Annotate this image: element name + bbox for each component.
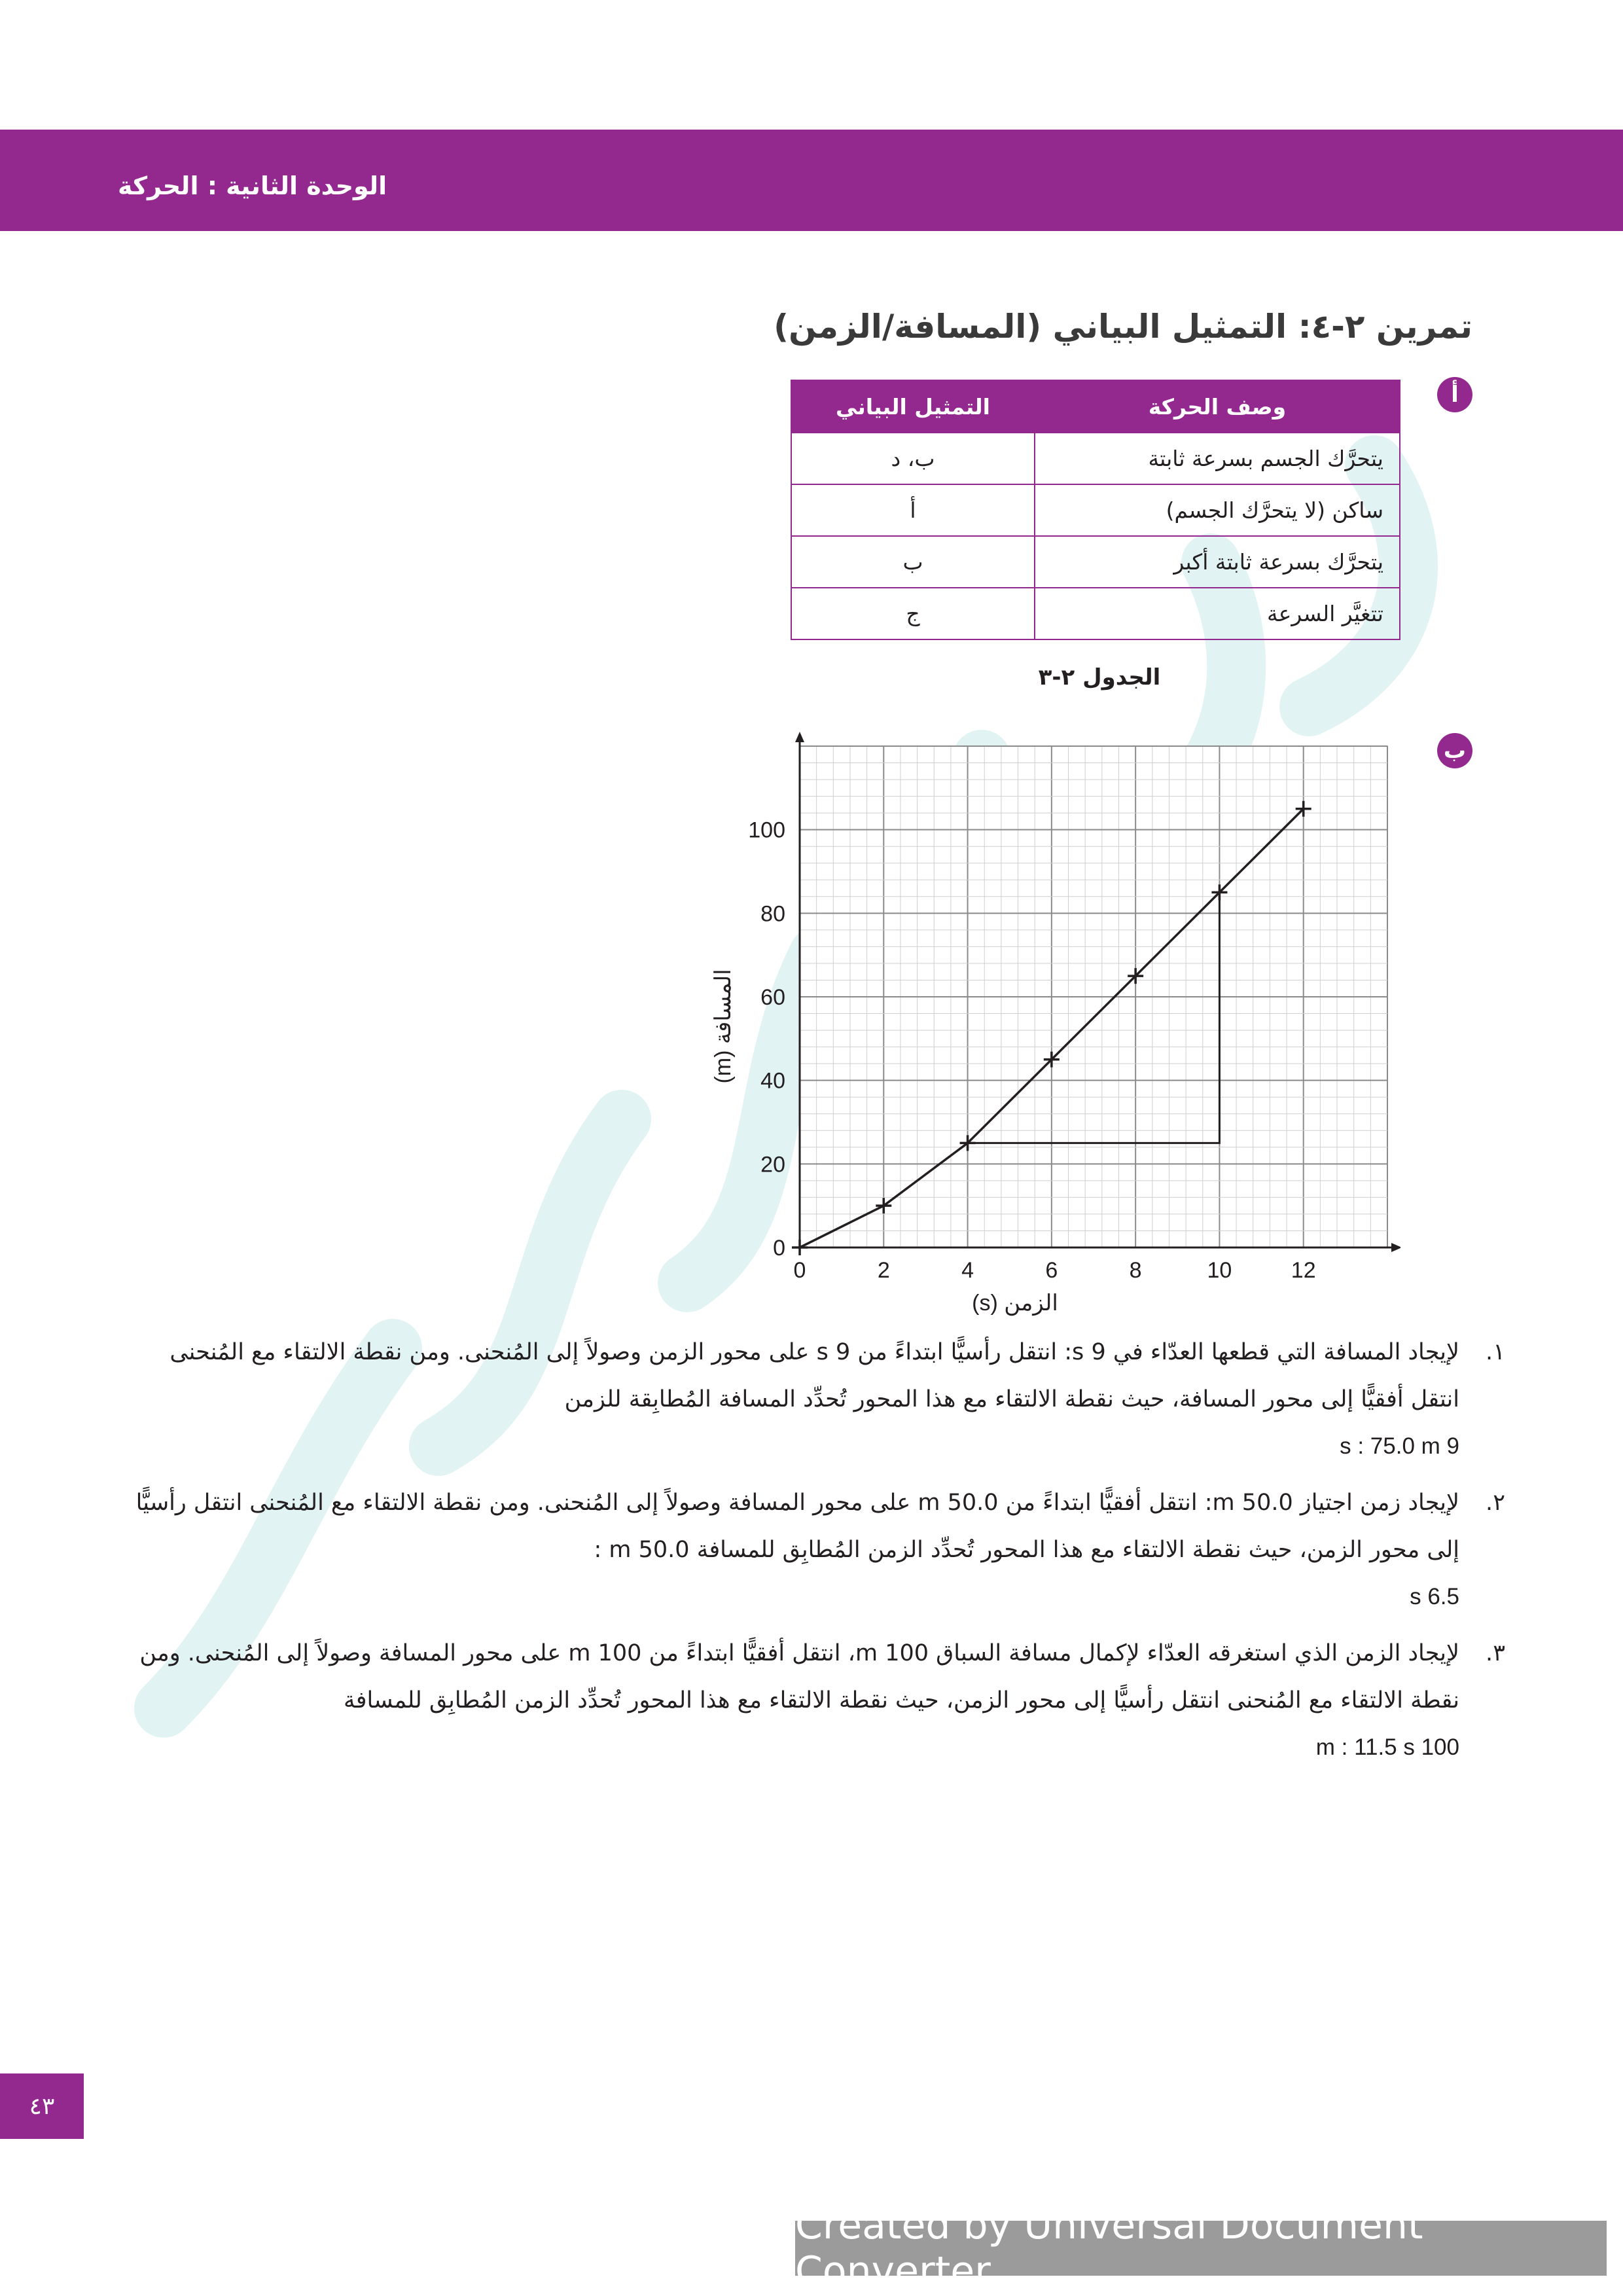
- table-caption: الجدول ٢-٣: [1038, 664, 1161, 691]
- y-axis-arrow: [795, 732, 804, 742]
- y-axis-label: المسافة (m): [711, 969, 736, 1084]
- y-tick-label: 20: [760, 1152, 785, 1177]
- x-tick-label: 8: [1129, 1258, 1142, 1283]
- row-graph: ب: [791, 536, 1035, 588]
- header-graph: التمثيل البياني: [791, 380, 1035, 433]
- row-description: ساكن (لا يتحرَّك الجسم): [1035, 484, 1400, 536]
- table-header-row: [791, 380, 1400, 433]
- answer-result: 6.5 s: [1410, 1584, 1459, 1609]
- row-graph: ج: [791, 588, 1035, 639]
- table-row: [791, 484, 1400, 536]
- table-row: [791, 433, 1400, 484]
- x-tick-label: 6: [1045, 1258, 1058, 1283]
- distance-time-chart: [694, 726, 1400, 1329]
- answer-item: [118, 1630, 1505, 1771]
- row-description: يتحرَّك الجسم بسرعة ثابتة: [1035, 433, 1400, 484]
- answer-number: ٢.: [1486, 1490, 1505, 1516]
- part-b-marker: ب: [1437, 733, 1472, 768]
- x-axis-label: الزمن (s): [972, 1291, 1058, 1316]
- table-row: [791, 588, 1400, 639]
- page-number: ٤٣: [0, 2073, 84, 2139]
- x-axis-arrow: [1391, 1243, 1400, 1252]
- answer-text: لإيجاد الزمن الذي استغرقه العدّاء لإكمال مسافة السباق 100 m، انتقل أفقيًّا ابتداءً من 100 m على محور المسافة وصولاً إلى المُنحنى. ومن نقطة الالتقاء مع المُنحنى انتقل رأسيًّا إلى محور الزمن، حيث نقطة الالتقاء مع هذا المحور تُحدِّد الزمن المُطابِق للمسافة: [139, 1640, 1459, 1713]
- answer-result: 100 m : 11.5 s: [1315, 1734, 1459, 1760]
- exercise-title: تمرين ٢-٤: التمثيل البياني (المسافة/الزمن): [774, 308, 1472, 346]
- row-graph: أ: [791, 484, 1035, 536]
- x-tick-label: 0: [793, 1258, 806, 1283]
- header-description: وصف الحركة: [1035, 380, 1400, 433]
- answer-number: ٣.: [1486, 1640, 1505, 1666]
- motion-table: [791, 380, 1400, 640]
- answers-list: [118, 1329, 1505, 1771]
- table-row: [791, 536, 1400, 588]
- answer-item: [118, 1329, 1505, 1470]
- unit-title: الوحدة الثانية : الحركة: [118, 171, 387, 200]
- x-tick-label: 2: [877, 1258, 890, 1283]
- row-description: يتحرَّك بسرعة ثابتة أكبر: [1035, 536, 1400, 588]
- row-graph: ب، د: [791, 433, 1035, 484]
- answer-text: لإيجاد زمن اجتياز 50.0 m: انتقل أفقيًّا ابتداءً من 50.0 m على محور المسافة وصولاً إلى المُنحنى. ومن نقطة الالتقاء مع المُنحنى انتقل رأسيًّا إلى محور الزمن، حيث نقطة الالتقاء مع هذا المحور تُحدِّد الزمن المُطابِق للمسافة 50.0 m :: [135, 1490, 1459, 1563]
- y-tick-label: 60: [760, 985, 785, 1010]
- y-tick-label: 40: [760, 1068, 785, 1094]
- y-tick-label: 100: [748, 817, 785, 843]
- answer-text: لإيجاد المسافة التي قطعها العدّاء في 9 s: انتقل رأسيًّا ابتداءً من 9 s على محور الزمن وصولاً إلى المُنحنى. ومن نقطة الالتقاء مع المُنحنى انتقل أفقيًّا إلى محور المسافة، حيث نقطة الالتقاء مع هذا المحور تُحدِّد المسافة المُطابِقة للزمن: [169, 1339, 1459, 1412]
- converter-banner: Created by Universal Document Converter: [795, 2221, 1607, 2276]
- part-a-marker: أ: [1437, 377, 1472, 412]
- chart-grid: [800, 746, 1387, 1247]
- answer-result: 9 s : 75.0 m: [1340, 1433, 1459, 1459]
- x-tick-label: 10: [1207, 1258, 1232, 1283]
- answer-item: [118, 1479, 1505, 1621]
- y-tick-label: 0: [773, 1236, 785, 1261]
- answer-number: ١.: [1486, 1339, 1505, 1365]
- x-tick-label: 12: [1291, 1258, 1316, 1283]
- y-tick-label: 80: [760, 901, 785, 927]
- x-tick-label: 4: [961, 1258, 974, 1283]
- row-description: تتغيَّر السرعة: [1035, 588, 1400, 639]
